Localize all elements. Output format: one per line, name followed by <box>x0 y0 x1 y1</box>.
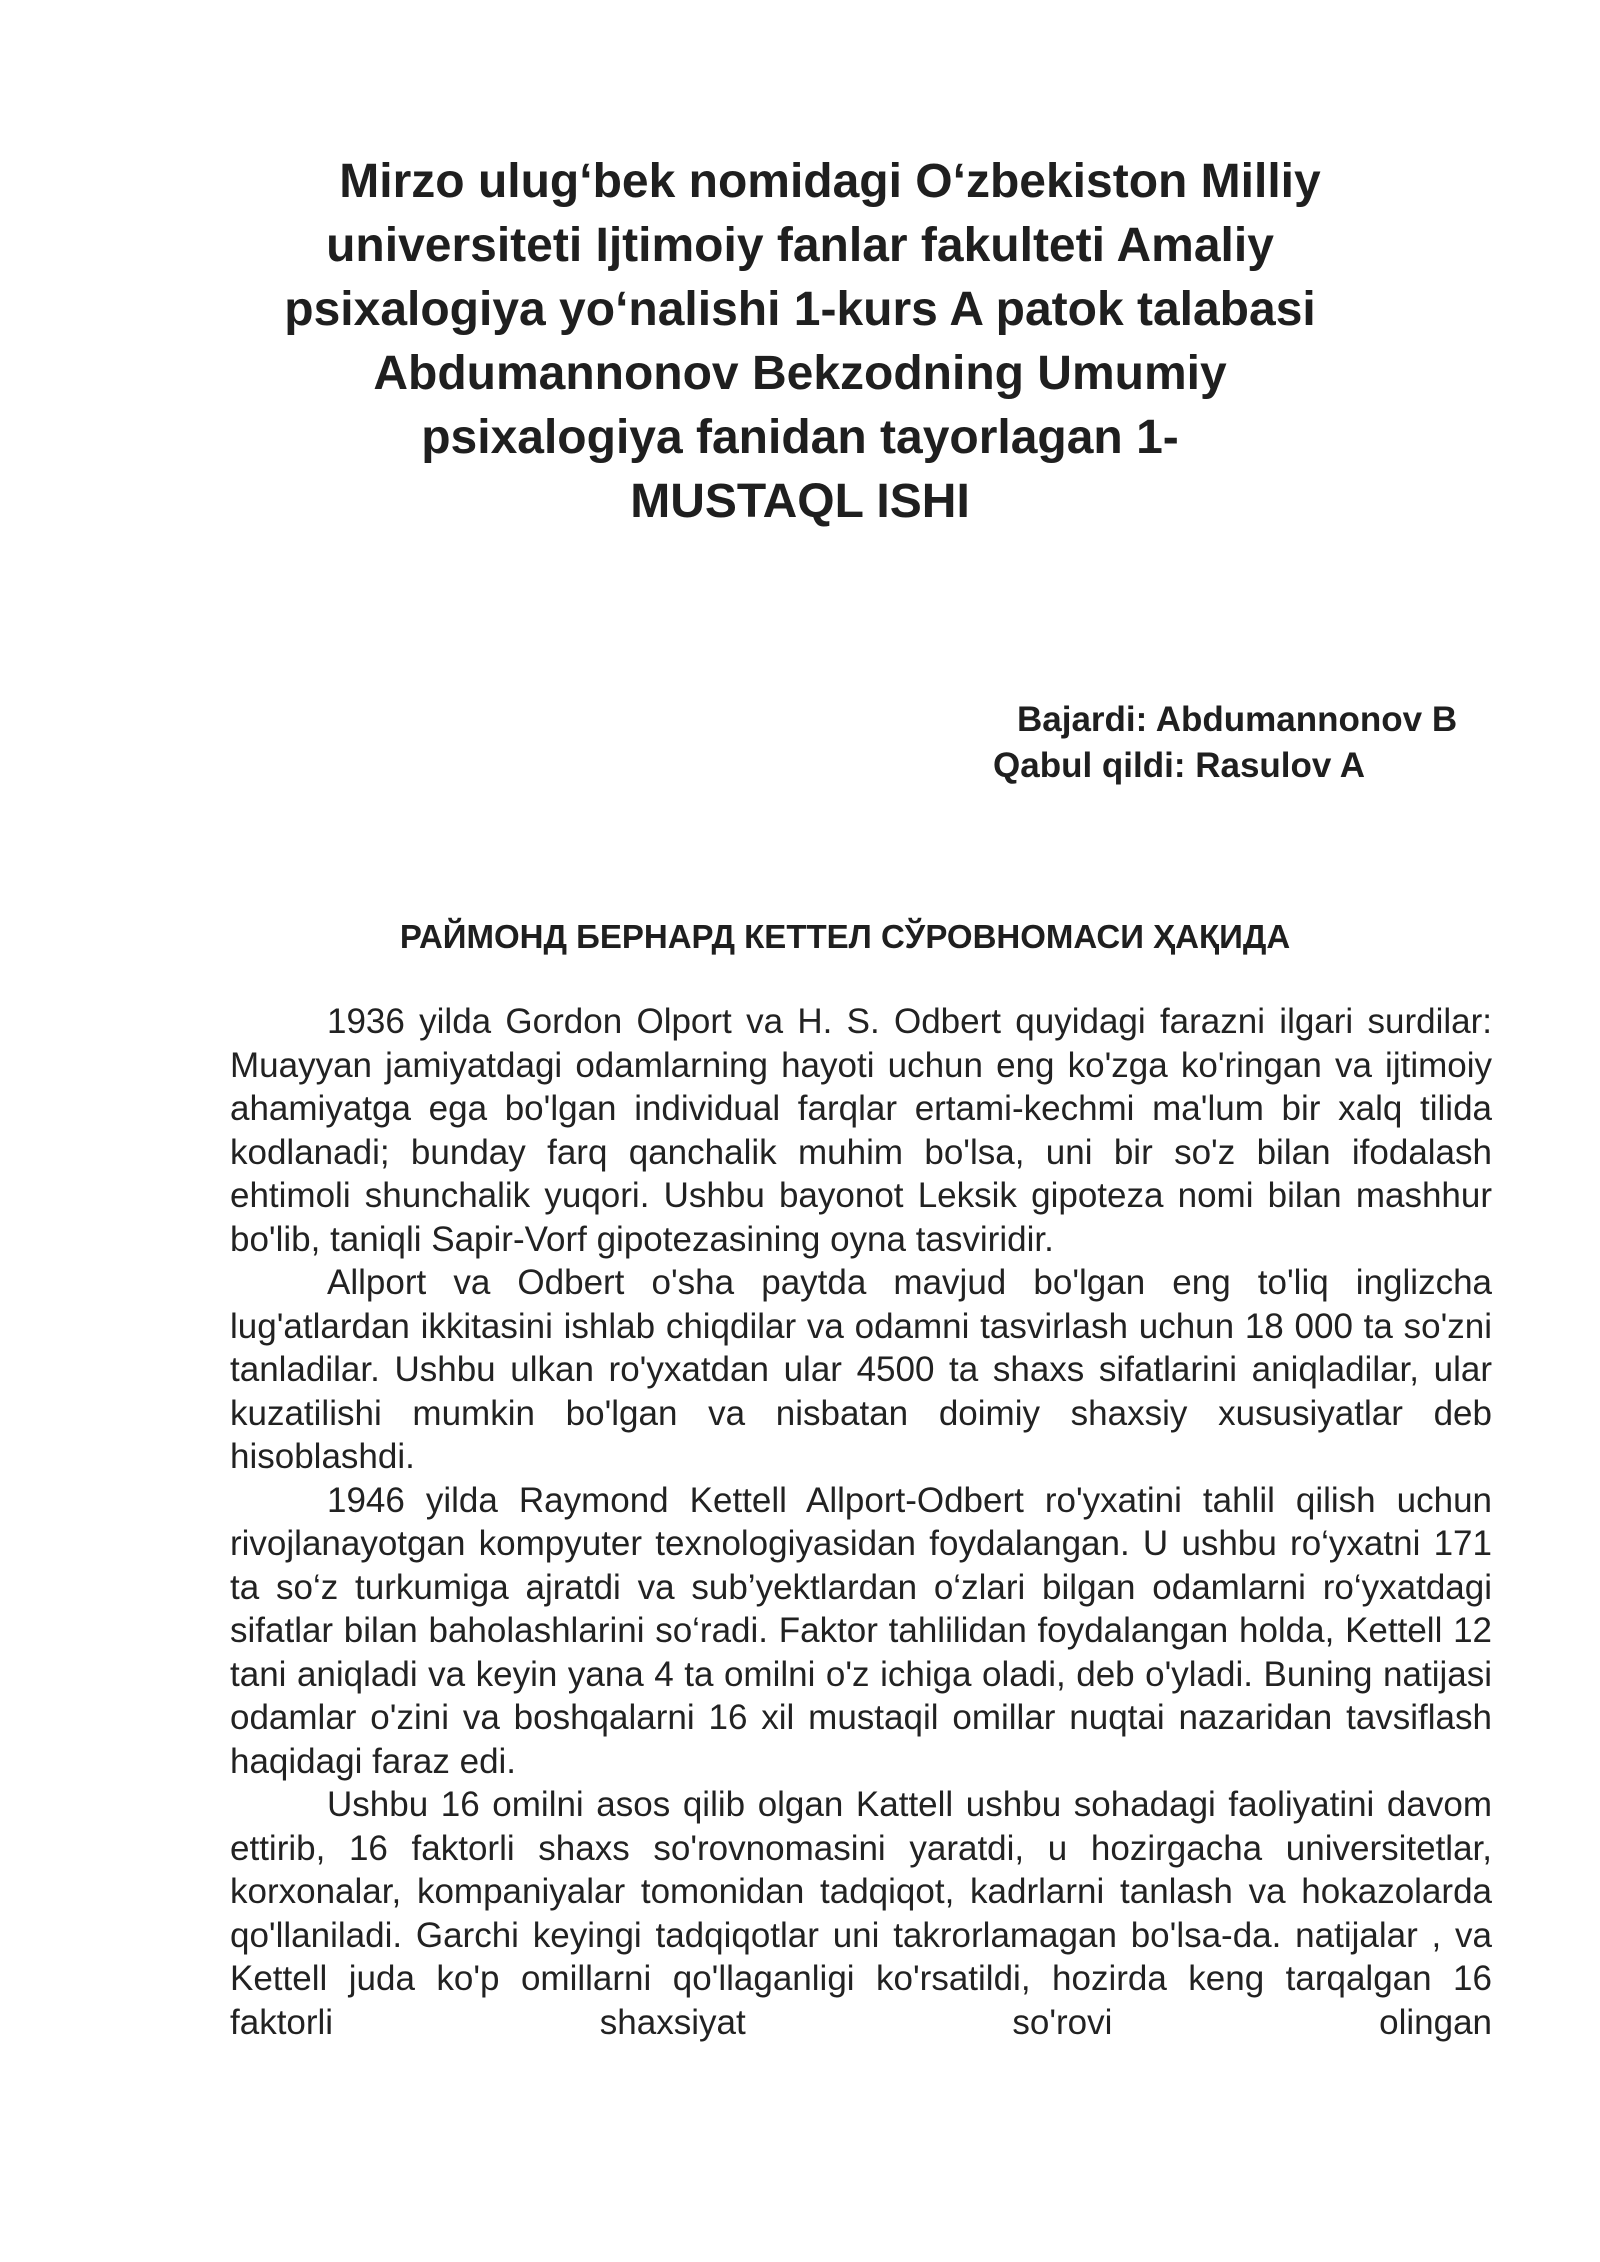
paragraph: Ushbu 16 omilni asos qilib olgan Kattell ushbu sohadagi faoliyatini davom ettirib, 16 faktorli shaxs so'rovnomasini yaratdi, u hozirgacha universitetlar, korxonalar, kompaniyalar tomonidan tadqiqot, kadrlarni tanlash va hokazolarda qo'llaniladi. Garchi keyingi tadqiqotlar uni takrorlamagan bo'lsa-da. natijalar , va Kettell juda ko'p omillarni qo'llaganligi ko'rsatildi, hozirda keng tarqalgan 16 faktorli shaxsiyat so'rovi olingan <box>230 1785 1492 2042</box>
title-line: psixalogiya yo‘nalishi 1-kurs A patok talabasi <box>284 283 1316 336</box>
paragraph: 1936 yilda Gordon Olport va H. S. Odbert quyidagi farazni ilgari surdilar: Muayyan jamiyatdagi odamlarning hayoti uchun eng ko'zga ko'ringan va ijtimoiy ahamiyatga ega bo'lgan individual farqlar ertami-kechmi ma'lum bir xalq tilida kodlanadi; bunday farq qanchalik muhim bo'lsa, uni bir so'z bilan ifodalash ehtimoli shunchalik yuqori. Ushbu bayonot Leksik gipoteza nomi bilan mashhur bo'lib, taniqli Sapir-Vorf gipotezasining oyna tasviridir. <box>230 1002 1492 1259</box>
paragraph: Allport va Odbert o'sha paytda mavjud bo'lgan eng to'liq inglizcha lug'atlardan ikkitasini ishlab chiqdilar va odamni tasvirlash uchun 18 000 ta so'zni tanladilar. Ushbu ulkan ro'yxatdan ular 4500 ta shaxs sifatlarini aniqladilar, ular kuzatilishi mumkin bo'lgan va nisbatan doimiy shaxsiy xususiyatlar deb hisoblashdi. <box>230 1263 1492 1476</box>
performed-by-label: Bajardi: Abdumannonov B <box>1017 700 1458 739</box>
title-line: universiteti Ijtimoiy fanlar fakulteti Amaliy <box>326 219 1274 272</box>
title-line: psixalogiya fanidan tayorlagan 1- <box>421 411 1179 464</box>
signature-block <box>960 697 1500 789</box>
document-title <box>270 150 1330 534</box>
title-line: MUSTAQL ISHI <box>630 475 970 528</box>
section-heading: РАЙМОНД БЕРНАРД КЕТТЕЛ СЎРОВНОМАСИ ҲАҚИДА <box>399 918 1291 955</box>
accepted-by-label: Qabul qildi: Rasulov A <box>993 746 1366 785</box>
title-line: Mirzo ulug‘bek nomidagi O‘zbekiston Milliy <box>339 155 1321 208</box>
body-text <box>230 1000 1492 2044</box>
paragraph: 1946 yilda Raymond Kettell Allport-Odbert ro'yxatini tahlil qilish uchun rivojlanayotgan kompyuter texnologiyasidan foydalangan. U ushbu ro‘yxatni 171 ta so‘z turkumiga ajratdi va sub’yektlardan o‘zlari bilgan odamlarni ro‘yxatdagi sifatlar bilan baholashlarini so‘radi. Faktor tahlilidan foydalangan holda, Kettell 12 tani aniqladi va keyin yana 4 ta omilni o'z ichiga oladi, deb o'yladi. Buning natijasi odamlar o'zini va boshqalarni 16 xil mustaqil omillar nuqtai nazaridan tavsiflash haqidagi faraz edi. <box>230 1480 1492 1781</box>
title-line: Abdumannonov Bekzodning Umumiy <box>373 347 1227 400</box>
